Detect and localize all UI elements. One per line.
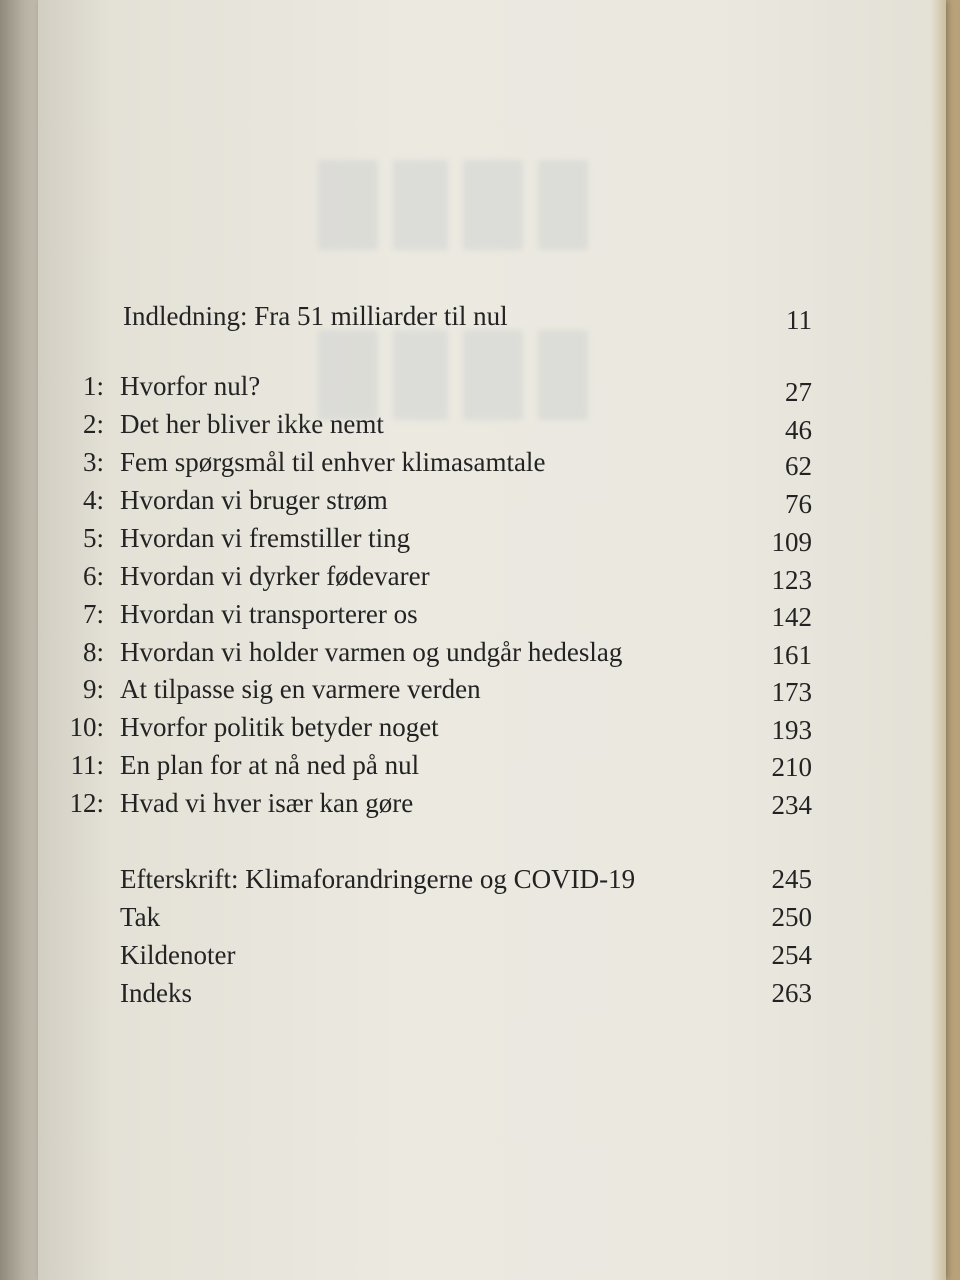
- toc-backmatter-afterword: [60, 861, 812, 897]
- chapter-title: Hvorfor nul?: [120, 371, 261, 401]
- chapter-title: Fem spørgsmål til enhver klimasamtale: [120, 447, 546, 477]
- toc-chapter-5: [60, 520, 812, 556]
- backmatter-page: 245: [771, 864, 812, 894]
- chapter-page: 161: [771, 640, 812, 670]
- chapter-number: 6:: [82, 561, 104, 591]
- chapter-number: 10:: [69, 712, 104, 742]
- chapter-title: Hvordan vi holder varmen og undgår hedeslag: [120, 637, 623, 667]
- chapter-number: 9:: [82, 674, 104, 704]
- toc-chapter-12: [60, 785, 812, 821]
- toc-chapter-1: [60, 368, 812, 407]
- chapter-title: Hvad vi hver især kan gøre: [120, 788, 414, 818]
- toc-entry-page: 11: [786, 305, 812, 335]
- chapter-number: 3:: [82, 447, 104, 477]
- chapter-page: 193: [771, 715, 812, 745]
- chapter-page: 210: [771, 752, 812, 782]
- backmatter-page: 263: [771, 978, 812, 1008]
- toc-chapter-9: [60, 671, 812, 707]
- toc-backmatter-thanks: [60, 899, 812, 935]
- chapter-number: 2:: [82, 409, 104, 439]
- chapter-title: Hvordan vi bruger strøm: [120, 485, 388, 515]
- chapter-title: At tilpasse sig en varmere verden: [120, 674, 481, 704]
- chapter-page: 27: [785, 377, 812, 407]
- backmatter-page: 250: [771, 902, 812, 932]
- chapter-number: 1:: [82, 371, 104, 401]
- backmatter-title: Indeks: [120, 978, 192, 1008]
- toc-entry-intro: [60, 298, 812, 334]
- backmatter-page: 254: [771, 940, 812, 970]
- chapter-number: 7:: [82, 599, 104, 629]
- chapter-number: 8:: [82, 637, 104, 667]
- chapter-title: Det her bliver ikke nemt: [120, 409, 384, 439]
- backmatter-title: Kildenoter: [120, 940, 236, 970]
- chapter-title: Hvordan vi dyrker fødevarer: [120, 561, 430, 591]
- chapter-title: Hvordan vi transporterer os: [120, 599, 418, 629]
- chapter-page: 109: [771, 527, 812, 557]
- chapter-page: 142: [771, 602, 812, 632]
- toc-chapter-2: [60, 406, 812, 445]
- chapter-number: 4:: [82, 485, 104, 515]
- chapter-title: Hvorfor politik betyder noget: [120, 712, 439, 742]
- chapter-page: 173: [771, 677, 812, 707]
- chapter-number: 11:: [70, 750, 104, 780]
- toc-chapter-11: [60, 747, 812, 783]
- toc-backmatter-sources: [60, 937, 812, 973]
- chapter-title: En plan for at nå ned på nul: [120, 750, 420, 780]
- chapter-number: 12:: [69, 788, 104, 818]
- toc-chapter-8: [60, 634, 812, 670]
- backmatter-title: Tak: [120, 902, 161, 932]
- toc-backmatter-index: [60, 975, 812, 1011]
- chapter-page: 62: [785, 451, 812, 481]
- chapter-page: 123: [771, 565, 812, 595]
- toc-chapter-10: [60, 709, 812, 745]
- chapter-page: 46: [785, 415, 812, 445]
- toc-chapter-4: [60, 482, 812, 518]
- chapter-title: Hvordan vi fremstiller ting: [120, 523, 411, 553]
- toc-chapter-7: [60, 596, 812, 632]
- backmatter-title: Efterskrift: Klimaforandringerne og COVID-19: [120, 864, 636, 894]
- chapter-page: 76: [785, 489, 812, 519]
- toc-entry-title: Indledning: Fra 51 milliarder til nul: [123, 301, 508, 331]
- toc-chapter-3: [60, 444, 812, 480]
- chapter-number: 5:: [82, 523, 104, 553]
- chapter-page: 234: [771, 790, 812, 820]
- toc-chapter-6: [60, 558, 812, 594]
